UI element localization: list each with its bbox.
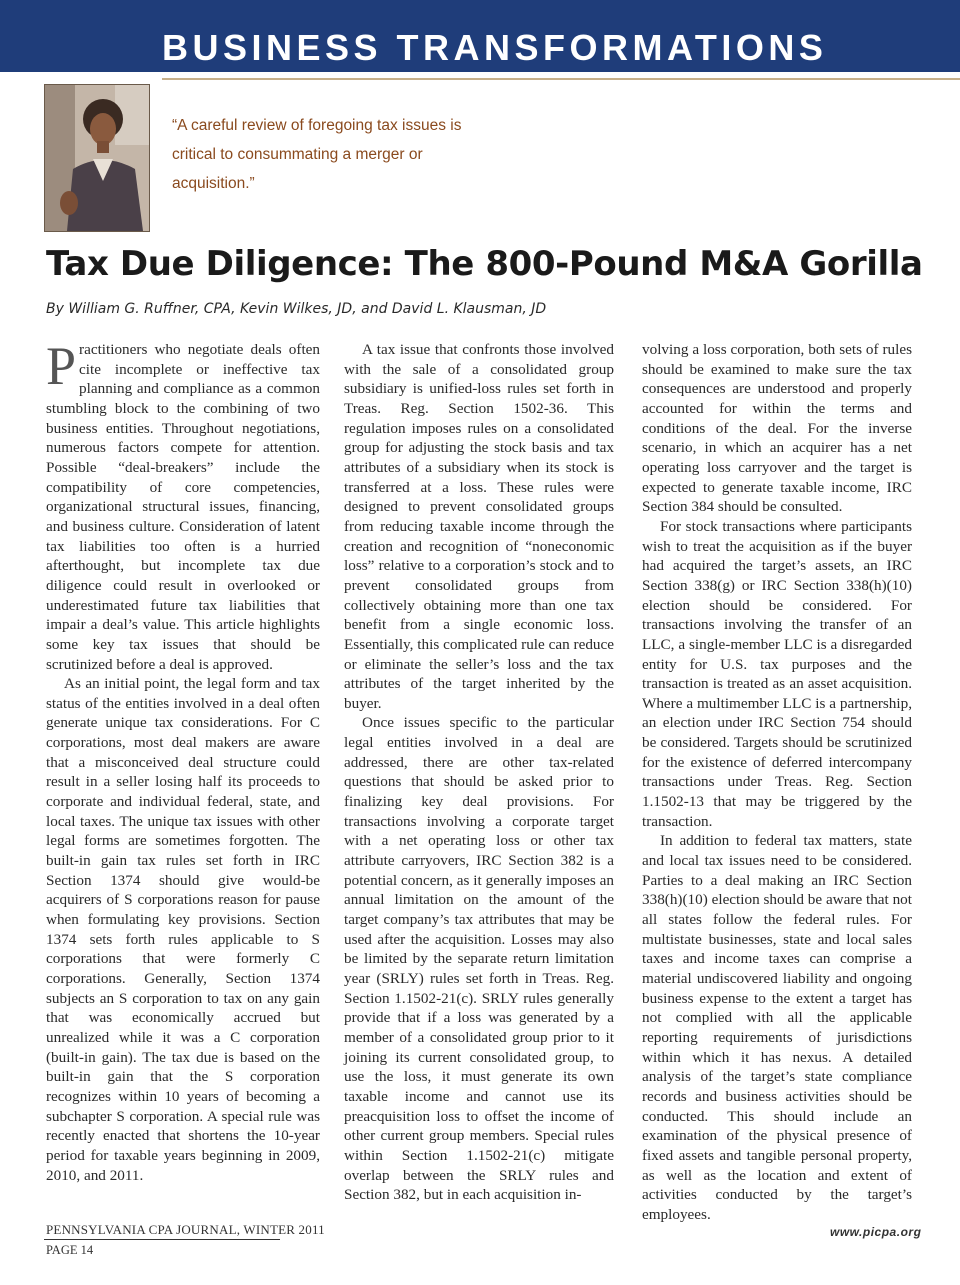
body-paragraph: In addition to federal tax matters, state and local tax issues need to be considered. Parties to a deal making an IRC Section 338(h)(10) election should be aware that not all states follow the federal rules. For multistate businesses, state and local sales taxes and income taxes can comprise a material undiscovered liability and ongoing business expense to the extent a target has not complied with all the applicable reporting requirements of jurisdictions within which it has nexus. A detailed analysis of the target’s state compliance records and business activities should be conducted. This should include an examination of the physical presence of fixed assets and tangible personal property, as well as the location and extent of activities conducted by the target’s employees. [642,832,912,1223]
body-column-3 [642,340,912,1225]
body-paragraph: Once issues specific to the particular legal entities involved in a deal are addressed, there are other tax-related questions that should be asked prior to finalizing key deal provisions. For transactions involving a corporate target with a net operating loss or other tax attribute carryovers, IRC Section 382 is a potential concern, as it generally imposes an annual limitation on the amount of the target company’s tax attributes that may be used after the acquisition. Losses may also be limited by the separate return limitation year (SRLY) rules set forth in Treas. Reg. Section 1.1502-21(c). SRLY rules generally provide that if a loss was generated by a member of a consolidated group prior to it joining its current consolidated group, to use the loss, it must generate its own taxable income and cannot use its preacquisition loss to offset the income of other current group members. Special rules within Section 1.1502-21(c) mitigate overlap between the SRLY rules and Section 382, but in each acquisition in- [344,714,614,1204]
section-title: BUSINESS TRANSFORMATIONS [162,27,828,68]
body-paragraph: volving a loss corporation, both sets of rules should be examined to make sure the tax consequences are understood and properly accounted for within the terms and conditions of the deal. For the inverse scenario, in which an acquirer has a net operating loss carryover and the target is expected to generate taxable income, IRC Section 384 should be consulted. [642,341,912,516]
journal-name: PENNSYLVANIA CPA JOURNAL, WINTER 2011 [46,1222,325,1237]
header-rule [162,78,960,80]
woman-speaking-photo-icon [45,85,149,231]
body-column-2 [344,340,614,1205]
body-column-1 [46,336,320,1185]
body-paragraph: A tax issue that confronts those involved with the sale of a consolidated group subsidiary is unified-loss rules set forth in Treas. Reg. Section 1502-36. This regulation imposes rules on a consolidated group for adjusting the stock basis and tax attributes of a subsidiary when its stock is transferred at a loss. These rules were designed to prevent consolidated groups from reducing taxable income through the creation and recognition of “noneconomic loss” relative to a corporation’s stock and to prevent consolidated groups from collectively obtaining more than one tax benefit from a single economic loss. Essentially, this complicated rule can reduce or eliminate the seller’s loss and the tax attributes of the target inherited by the buyer. [344,341,614,712]
pull-quote: “A careful review of foregoing tax issues is critical to consummating a merger or acquisition.” [172,117,462,192]
author-photo [44,84,150,232]
footer-rule [44,1239,280,1240]
body-paragraph: As an initial point, the legal form and tax status of the entities involved in a deal often generate unique tax considerations. For C corporations, most deal makers are aware that a misconceived deal structure could result in a seller losing half its proceeds to corporate and individual federal, state, and local taxes. The unique tax issues with other legal forms are sometimes forgotten. The built-in gain tax rules set forth in IRC Section 1374 should give would-be acquirers of S corporations reason for pause when formulating key provisions. Section 1374 sets forth rules applicable to S corporations that were formerly C corporations. Generally, Section 1374 subjects an S corporation to tax on any gain that was economically accrued but unrealized while it was a C corporation (built-in gain). The tax due is based on the built-in gain that the S corporation recognizes within 10 years of becoming a subchapter S corporation. A special rule was recently enacted that shortens the 10-year period for taxable years beginning in 2009, 2010, and 2011. [46,675,320,1184]
page-number: PAGE 14 [46,1243,94,1257]
article-byline: By William G. Ruffner, CPA, Kevin Wilkes, JD, and David L. Klausman, JD [46,301,547,317]
body-paragraph: Practitioners who negotiate deals often cite incomplete or ineffective tax planning and compliance as a common stumbling block to the combining of two business entities. Throughout negotiations, numerous factors compete for attention. Possible “deal-breakers” include the compatibility of core competencies, organizational structural issues, financing, and business culture. Consideration of latent tax liabilities too often is a hurried afterthought, but incomplete tax due diligence could result in overlooked or underestimated future tax liabilities that impair a deal’s value. This article highlights some key tax issues that should be scrutinized before a deal is approved. [46,336,320,673]
drop-cap: P [46,336,77,396]
body-paragraph: For stock transactions where participants wish to treat the acquisition as if the buyer had acquired the target’s assets, an IRC Section 338(g) or IRC Section 338(h)(10) election should be considered. For transactions involving the transfer of an LLC, a single-member LLC is a disregarded entity for U.S. tax purposes and the transaction is treated as an asset acquisition. Where a multimember LLC is a partnership, an election under IRC Section 754 should be considered. Targets should be scrutinized for the existence of deferred intercompany transactions under Treas. Reg. Section 1.1502-13 that may be triggered by the transaction. [642,517,912,830]
article-title: Tax Due Diligence: The 800-Pound M&A Gorilla [46,244,923,284]
header-banner [0,0,960,72]
website-link[interactable]: www.picpa.org [830,1225,922,1239]
